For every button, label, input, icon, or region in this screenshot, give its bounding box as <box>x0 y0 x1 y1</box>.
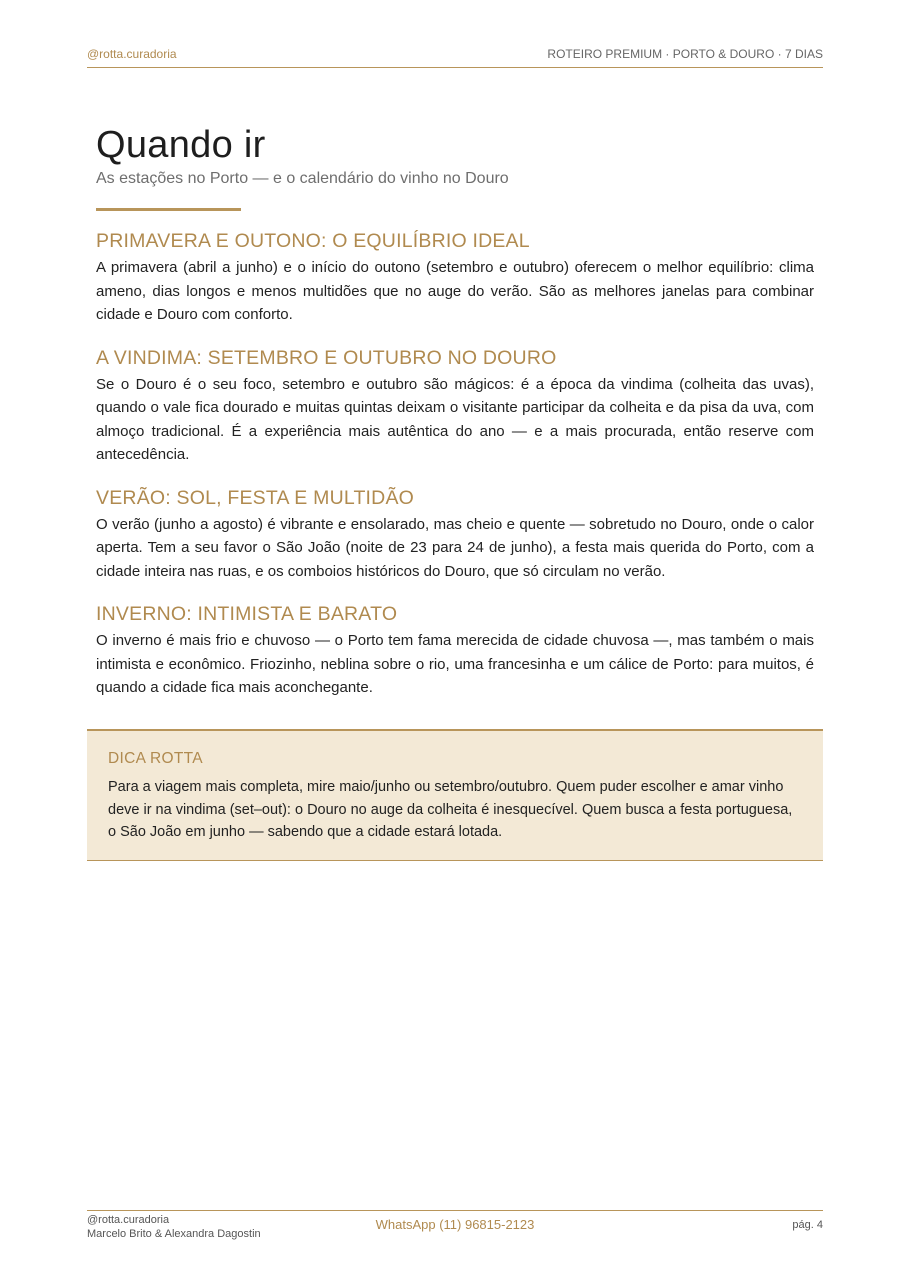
section-body: Se o Douro é o seu foco, setembro e outubro são mágicos: é a época da vindima (colheita das uvas), quando o vale fica dourado e muitas quintas deixam o visitante participar da colheita e da pisa da uva, com almoço tradicional. É a experiência mais autêntica do ano — e a mais procurada, então reserve com antecedência. <box>96 375 814 463</box>
header-brand: @rotta.curadoria <box>87 47 177 61</box>
title-divider <box>96 208 241 211</box>
page-subtitle: As estações no Porto — e o calendário do vinho no Douro <box>96 170 509 187</box>
section-body: A primavera (abril a junho) e o início do outono (setembro e outubro) oferecem o melhor equilíbrio: clima ameno, dias longos e menos multidões que no auge do verão. São as melhores janelas para combinar cidade e Douro com conforto. <box>96 259 814 323</box>
section-body: O verão (junho a agosto) é vibrante e ensolarado, mas cheio e quente — sobretudo no Douro, onde o calor aperta. Tem a seu favor o São João (noite de 23 para 24 de junho), a festa mais querida do Porto, com a cidade inteira nas ruas, e os comboios históricos do Douro, que só circulam no verão. <box>96 515 814 580</box>
section-winter <box>96 602 814 700</box>
footer-authors: Marcelo Brito & Alexandra Dagostin <box>87 1228 261 1240</box>
footer-brand: @rotta.curadoria <box>87 1214 170 1226</box>
page-header <box>87 45 823 68</box>
page-number: pág. 4 <box>792 1219 823 1231</box>
section-body: O inverno é mais frio e chuvoso — o Porto tem fama merecida de cidade chuvosa —, mas também o mais intimista e econômico. Friozinho, neblina sobre o rio, uma francesinha e um cálice de Porto: para muitos, é quando a cidade fica mais aconchegante. <box>96 632 814 696</box>
tip-body: Para a viagem mais completa, mire maio/junho ou setembro/outubro. Quem puder escolher e amar vinho deve ir na vindima (set–out): o Douro no auge da colheita é inesquecível. Quem busca a festa portuguesa, o São João em junho — sabendo que a cidade estará lotada. <box>108 779 793 840</box>
tip-title: DICA ROTTA <box>108 750 203 767</box>
section-summer <box>96 486 814 584</box>
main-content <box>96 122 814 719</box>
section-vindima <box>96 346 814 467</box>
header-doc-title: ROTEIRO PREMIUM · PORTO & DOURO · 7 DIAS <box>547 47 823 61</box>
section-heading: VERÃO: SOL, FESTA E MULTIDÃO <box>96 486 415 509</box>
section-heading: PRIMAVERA E OUTONO: O EQUILÍBRIO IDEAL <box>96 230 530 252</box>
section-heading: A VINDIMA: SETEMBRO E OUTUBRO NO DOURO <box>96 346 557 369</box>
footer-whatsapp: WhatsApp (11) 96815-2123 <box>375 1217 535 1232</box>
tip-box <box>87 729 823 861</box>
section-heading: INVERNO: INTIMISTA E BARATO <box>96 603 398 625</box>
page-footer <box>87 1210 823 1251</box>
page-title: Quando ir <box>96 124 266 166</box>
section-spring-autumn <box>96 229 814 327</box>
